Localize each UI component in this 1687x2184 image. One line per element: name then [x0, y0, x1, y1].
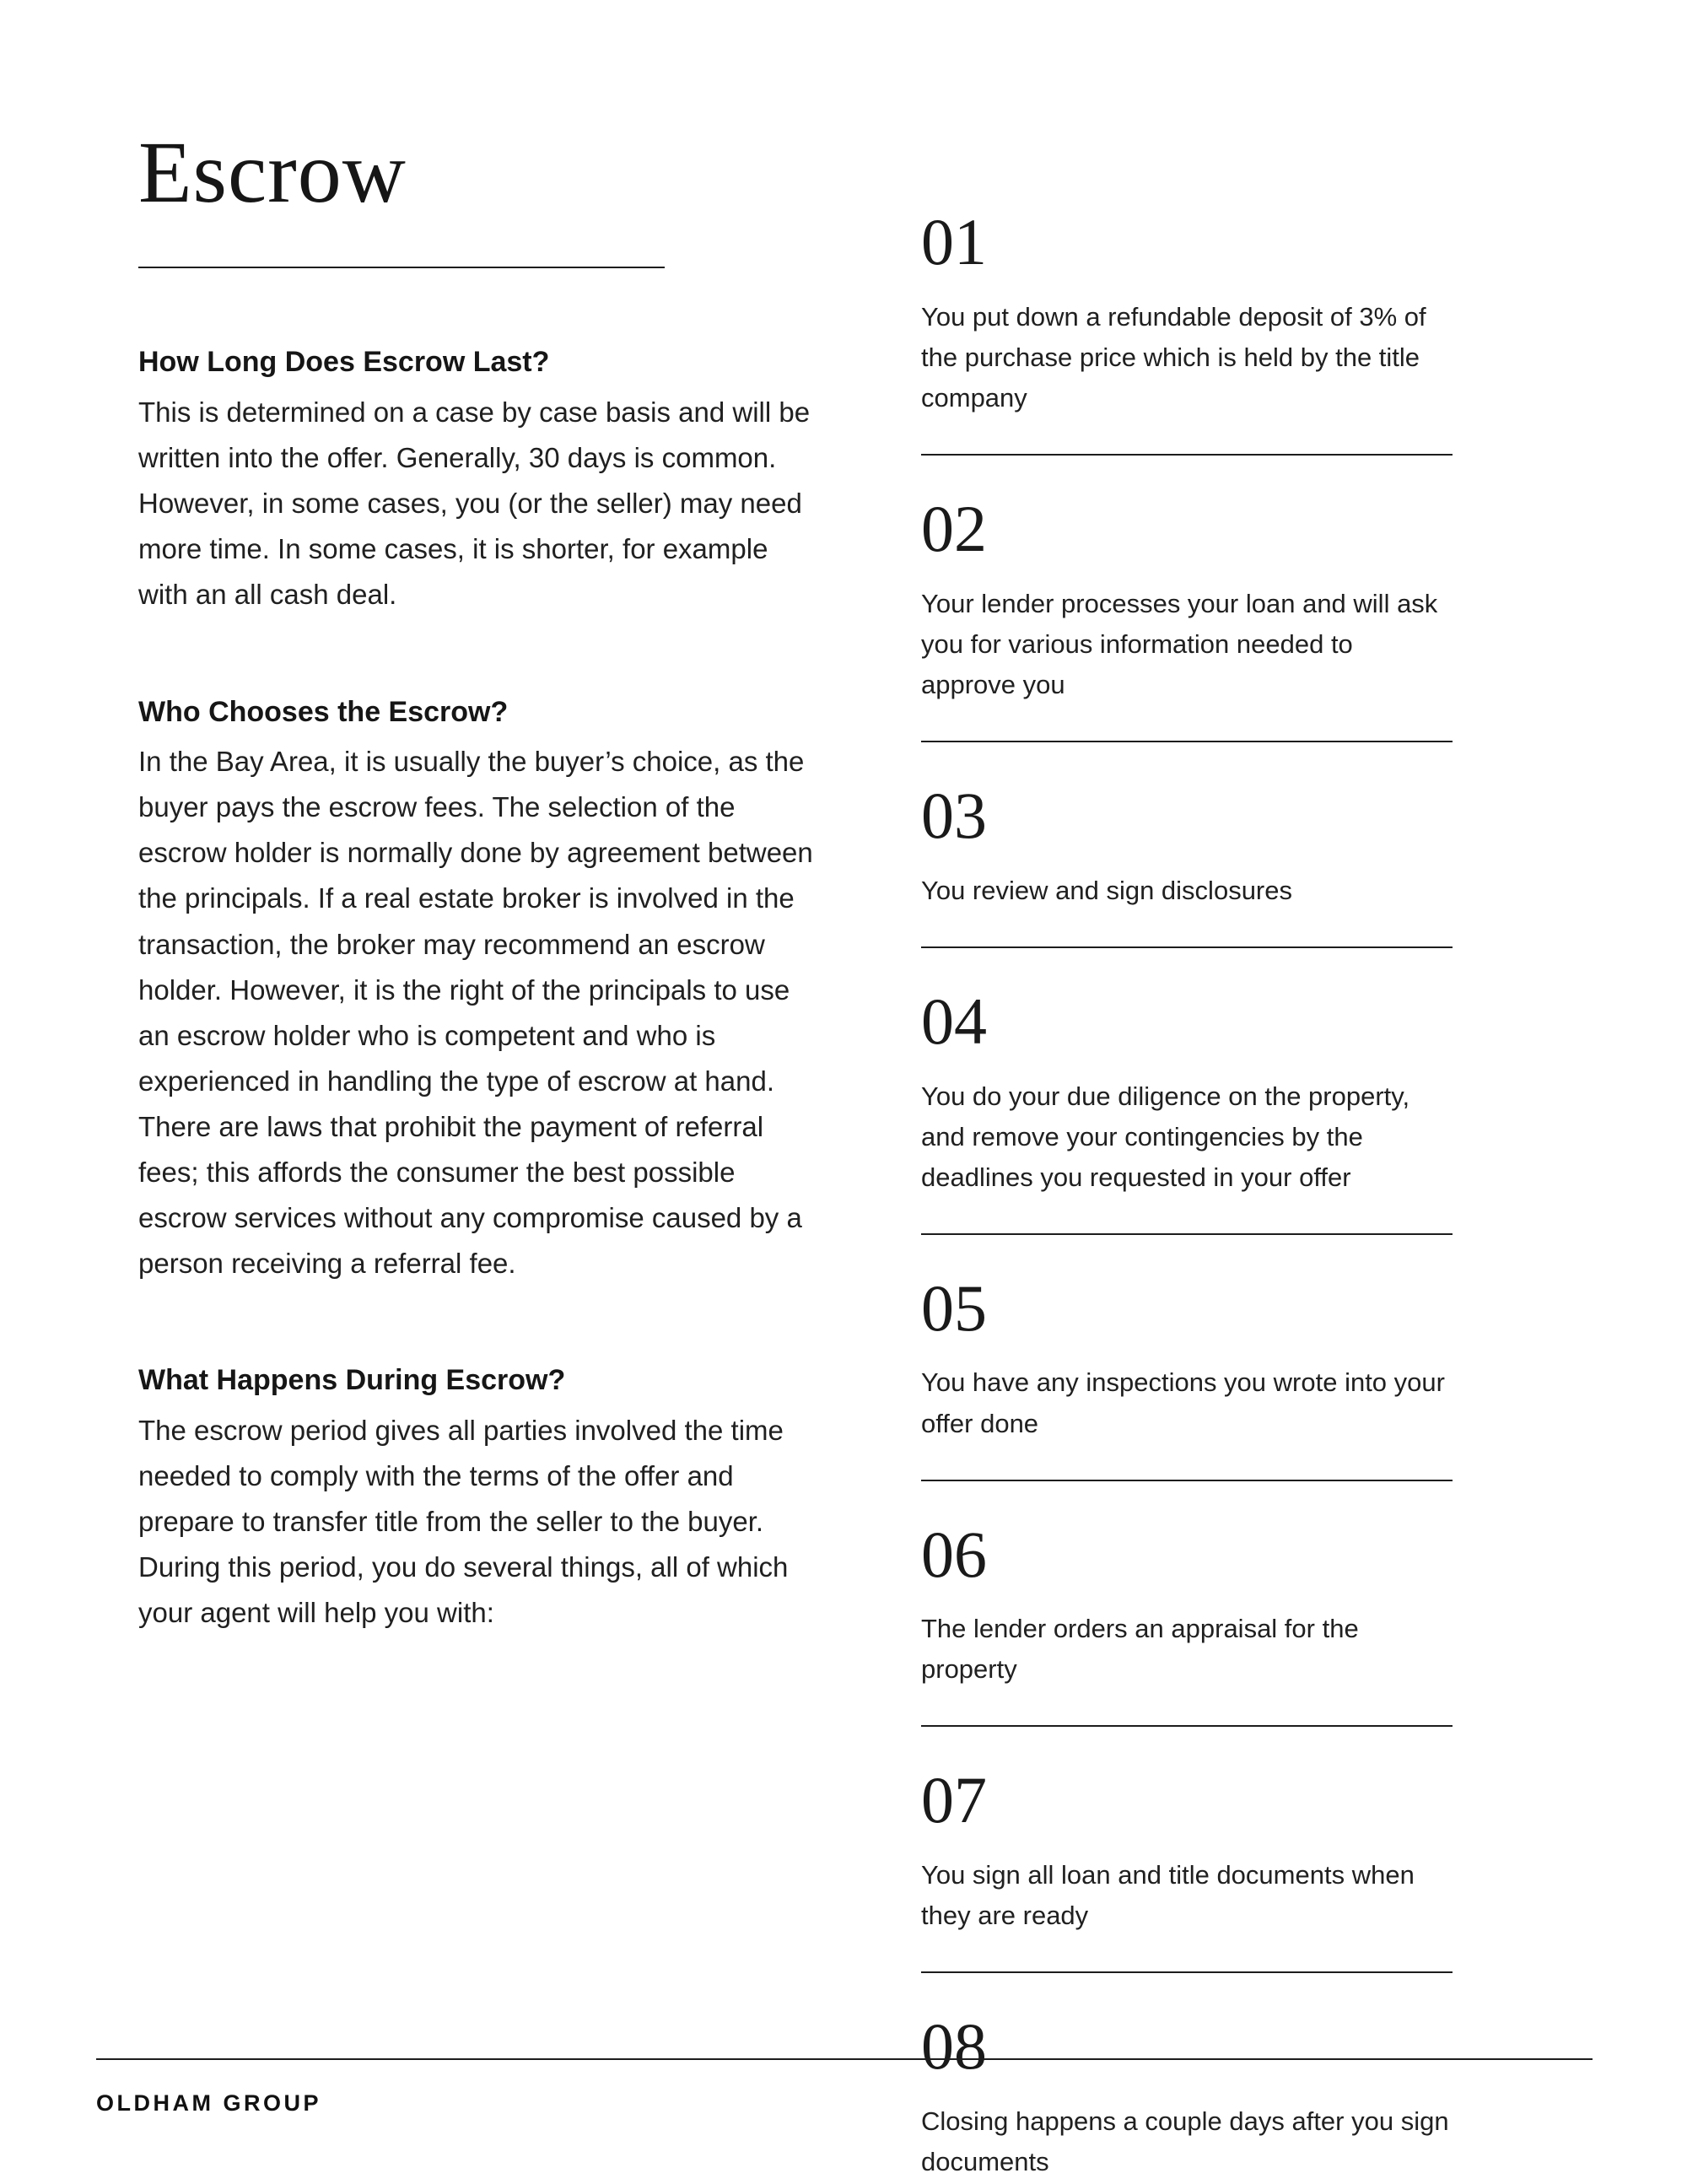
step-7 [921, 1764, 1453, 1973]
step-text: You review and sign disclosures [921, 875, 1292, 905]
page-footer [96, 2058, 1593, 2117]
section-what-happens [138, 1361, 813, 1636]
step-4 [921, 985, 1453, 1235]
step-text: Your lender processes your loan and will ask you for various information needed to approve you [921, 588, 1438, 699]
step-2 [921, 493, 1453, 742]
left-column [138, 125, 813, 2184]
step-number: 06 [921, 1517, 987, 1591]
step-text: You do your due diligence on the property, and remove your contingencies by the deadlines you requested in your offer [921, 1081, 1410, 1192]
step-number: 02 [921, 491, 987, 565]
step-number: 05 [921, 1270, 987, 1345]
steps-column [921, 206, 1453, 2184]
section-escrow-duration [138, 342, 813, 617]
step-number: 03 [921, 778, 987, 852]
section-heading: How Long Does Escrow Last? [138, 346, 550, 379]
step-text: You put down a refundable deposit of 3% of the purchase price which is held by the title company [921, 301, 1426, 413]
step-number: 07 [921, 1763, 987, 1837]
step-6 [921, 1518, 1453, 1728]
section-body: In the Bay Area, it is usually the buyer’s choice, as the buyer pays the escrow fees. The selection of the escrow holder is normally done by agreement between the principals. If a real estate broker is involved in the transaction, the broker may recommend an escrow holder. However, it is the right of the principals to use an escrow holder who is competent and who is experienced in handling the type of escrow at hand. There are laws that prohibit the payment of referral fees; this affords the consumer the best possible escrow services without any compromise caused by a person receiving a referral fee. [138, 746, 813, 1280]
step-text: You have any inspections you wrote into your offer done [921, 1367, 1445, 1438]
step-text: The lender orders an appraisal for the property [921, 1614, 1359, 1685]
title-divider [138, 267, 665, 268]
brand-name: OLDHAM GROUP [96, 2090, 321, 2116]
page-title: Escrow [138, 124, 407, 221]
section-heading: Who Chooses the Escrow? [138, 695, 509, 728]
step-5 [921, 1272, 1453, 1481]
step-number: 08 [921, 2009, 987, 2084]
section-body: The escrow period gives all parties involved the time needed to comply with the terms of the offer and prepare to transfer title from the seller to the buyer. During this period, you do several things, all of which your agent will help you with: [138, 1415, 789, 1629]
section-heading: What Happens During Escrow? [138, 1364, 566, 1397]
step-1 [921, 206, 1453, 456]
step-number: 01 [921, 205, 987, 278]
step-text: You sign all loan and title documents when they are ready [921, 1860, 1415, 1931]
footer-divider [96, 2058, 1593, 2060]
step-3 [921, 779, 1453, 948]
section-who-chooses [138, 693, 813, 1287]
step-text: Closing happens a couple days after you sign documents [921, 2106, 1449, 2177]
section-body: This is determined on a case by case basis and will be written into the offer. Generally, 30 days is common. However, in some cases, you (or the seller) may need more time. In some cases, it is shorter, for example with an all cash deal. [138, 396, 811, 611]
step-number: 04 [921, 984, 987, 1058]
